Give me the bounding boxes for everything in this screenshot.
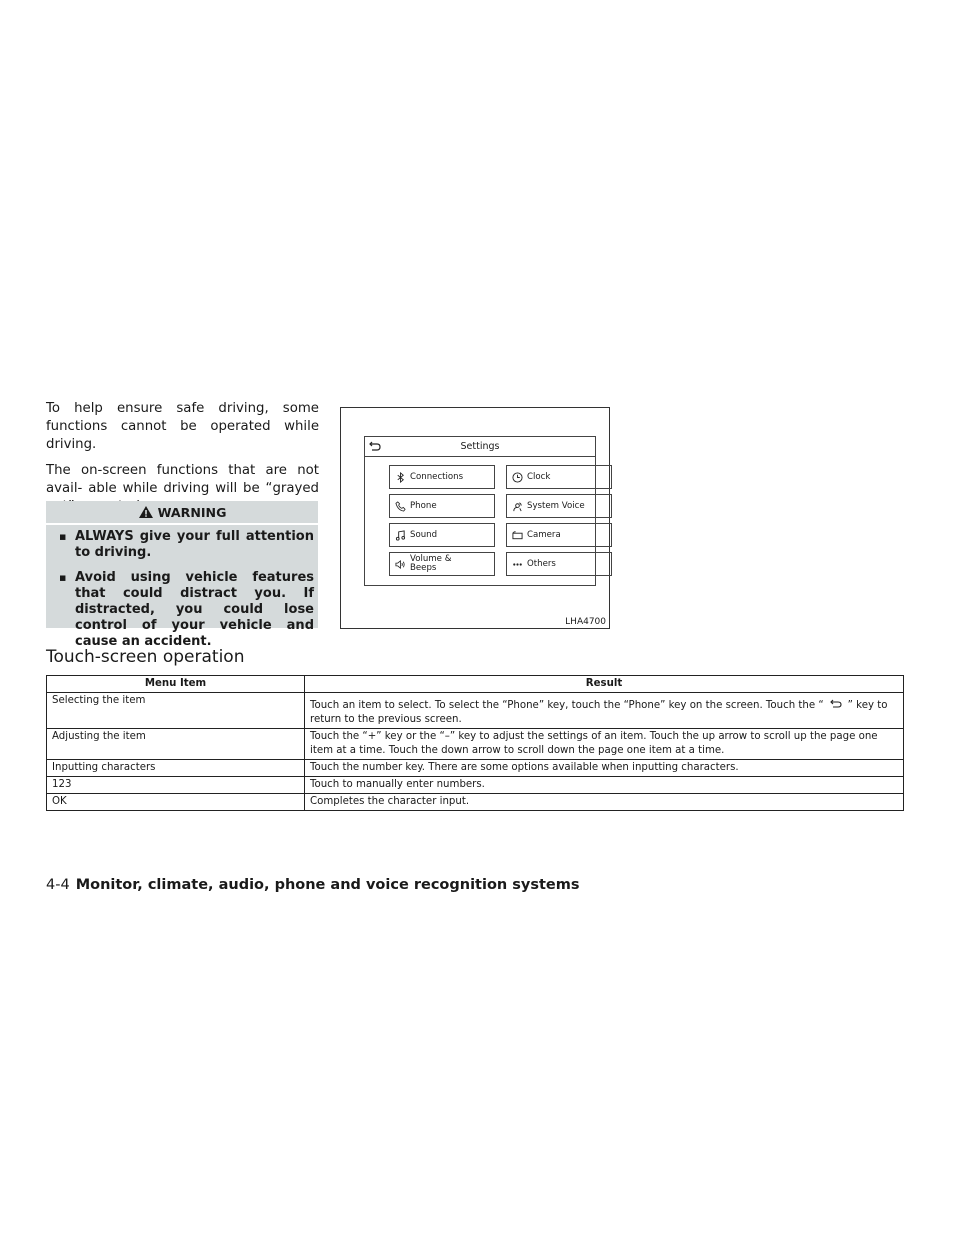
warning-box <box>46 501 318 649</box>
warning-divider <box>46 523 318 525</box>
clock-icon <box>512 472 523 483</box>
intro-paragraph-1: To help ensure safe driving, some functions cannot be operated while driving. <box>46 401 319 452</box>
settings-screen <box>364 436 596 586</box>
camera-icon <box>512 530 523 541</box>
more-dots-icon <box>512 559 523 570</box>
screen-title: Settings <box>460 441 500 452</box>
clock-label: Clock <box>527 471 551 482</box>
volume-beeps-label: Volume & Beeps <box>410 554 452 573</box>
warning-title: WARNING <box>157 504 227 520</box>
system-voice-button[interactable] <box>506 494 612 518</box>
column-header-result: Result <box>305 676 904 693</box>
menu-item-cell: Inputting characters <box>47 760 305 777</box>
table-row <box>47 693 904 729</box>
volume-beeps-button[interactable] <box>389 552 495 576</box>
screen-header <box>365 437 595 457</box>
camera-label: Camera <box>527 529 561 540</box>
menu-subitem-cell: OK <box>47 794 305 811</box>
music-note-icon <box>395 530 406 541</box>
column-header-menu-item: Menu Item <box>47 676 305 693</box>
bluetooth-icon <box>395 472 406 483</box>
others-button[interactable] <box>506 552 612 576</box>
menu-subitem-cell: 123 <box>47 777 305 794</box>
result-cell: Completes the character input. <box>305 794 904 811</box>
section-title: Touch-screen operation <box>46 647 245 667</box>
others-label: Others <box>527 558 556 569</box>
warning-item: ▪ Avoid using vehicle features that could distract you. If distracted, you could lose control of your vehicle and cause an accident. <box>59 570 314 650</box>
camera-button[interactable] <box>506 523 612 547</box>
menu-item-cell: Selecting the item <box>47 693 305 729</box>
connections-button[interactable] <box>389 465 495 489</box>
result-text-part: ” key to return to the previous screen. <box>310 700 888 725</box>
system-voice-label: System Voice <box>527 500 585 511</box>
touch-screen-operations-table <box>46 675 904 811</box>
page-footer <box>46 877 580 893</box>
table-row <box>47 760 904 777</box>
speaker-icon <box>395 559 406 570</box>
phone-label: Phone <box>410 500 437 511</box>
menu-item-cell: Adjusting the item <box>47 729 305 760</box>
page-number: 4-4 <box>46 877 70 893</box>
settings-screen-figure <box>340 407 610 629</box>
sound-button[interactable] <box>389 523 495 547</box>
table-row <box>47 794 904 811</box>
table-row <box>47 777 904 794</box>
warning-triangle-icon <box>138 505 154 519</box>
clock-button[interactable] <box>506 465 612 489</box>
table-header-row <box>47 676 904 693</box>
result-cell <box>305 693 904 729</box>
chapter-title: Monitor, climate, audio, phone and voice recognition systems <box>75 877 580 893</box>
phone-button[interactable] <box>389 494 495 518</box>
result-text-part: Touch an item to select. To select the “Phone” key, touch the “Phone” key on the screen. Touch the “ <box>310 700 824 711</box>
phone-icon <box>395 501 406 512</box>
figure-code: LHA4700 <box>565 617 606 627</box>
table-row <box>47 729 904 760</box>
warning-item: ▪ ALWAYS give your full attention to driving. <box>59 529 314 561</box>
warning-header <box>46 501 318 523</box>
voice-icon <box>512 501 523 512</box>
result-cell: Touch to manually enter numbers. <box>305 777 904 794</box>
result-cell: Touch the number key. There are some options available when inputting characters. <box>305 760 904 777</box>
warning-list <box>46 523 318 650</box>
back-arrow-icon <box>830 699 842 709</box>
result-cell: Touch the “+” key or the “–” key to adjust the settings of an item. Touch the up arrow to scroll up the page one item at a time. Touch the down arrow to scroll down the page one item at a time. <box>305 729 904 760</box>
sound-label: Sound <box>410 529 438 540</box>
intro-paragraph-2: The on-screen functions that are not avail- able while driving will be “grayed <box>46 463 319 496</box>
connections-label: Connections <box>410 471 464 482</box>
